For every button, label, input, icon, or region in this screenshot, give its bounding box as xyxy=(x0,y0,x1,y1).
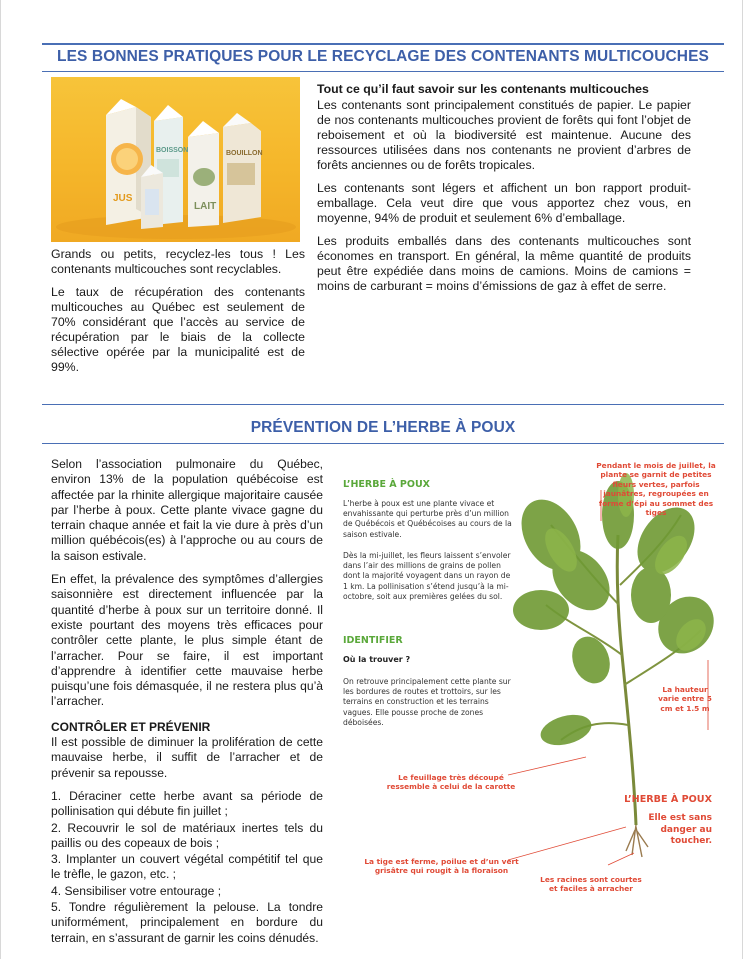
where-heading: Où la trouver ? xyxy=(343,655,411,664)
title-rule-bottom xyxy=(42,71,724,72)
prevention-list-item: 3. Implanter un couvert végétal compétitif tel que le trèfle, le gazon, etc. ; xyxy=(51,852,323,882)
carton-label-bouillon: BOUILLON xyxy=(226,150,263,157)
carton-label-jus: JUS xyxy=(113,193,133,204)
plant-name-label: L’HERBE À POUX xyxy=(624,794,712,805)
recycling-left-column xyxy=(51,247,305,383)
infographic-text-1: L’herbe à poux est une plante vivace et envahissante qui perturbe près d’un million de Québécois et Québécoises au cours de la saison estivale. xyxy=(343,499,512,539)
recycling-left-paragraph-2: Le taux de récupération des contenants multicouches au Québec est seulement de 70% considérant que l’accès au service de récupération par le biais de la collecte sélective opérée par la municipalité est de 99%. xyxy=(51,285,305,374)
carton-label-lait: LAIT xyxy=(194,201,217,212)
recycling-right-heading: Tout ce qu’il faut savoir sur les contenants multicouches xyxy=(317,82,649,96)
section-title-ragweed: PRÉVENTION DE L’HERBE À POUX xyxy=(250,419,516,436)
recycling-right-column xyxy=(317,82,691,302)
prevention-list-item: 5. Tondre régulièrement la pelouse. La tondre uniformément, principalement en bordure du terrain, en s’assurant de garnir les coins dénudés. xyxy=(51,900,323,945)
ragweed-paragraph-1: Selon l’association pulmonaire du Québec, environ 13% de la population québécoise est affectée par la rhinite allergique majoritaire causée par l’herbe à poux. Cette plante vivace gagne du terrain chaque année et fait la vie dure à près d’un million québécois(es) à l’approche ou au cours de la saison estivale. xyxy=(51,457,323,563)
ragweed-left-column xyxy=(51,457,323,947)
infographic-text-3: On retrouve principalement cette plante sur les bordures de routes et trottoirs, sur les terrains en construction et les terrains vagues. Elle pousse proche de zones déboisées. xyxy=(343,677,511,727)
stem-label: La tige est ferme, poilue et d’un vert grisâtre qui rougit à la floraison xyxy=(364,857,519,876)
height-label: La hauteur varie entre 5 cm et 1.5 m xyxy=(658,685,712,713)
recycling-right-paragraph-2: Les contenants sont légers et affichent un bon rapport produit-emballage. Cela veut dire que vous apportez chez vous, en moyenne, 94% de produit et seulement 6% d’emballage. xyxy=(317,181,691,225)
infographic-text-2: Dès la mi-juillet, les fleurs laissent s’envoler dans l’air des millions de grains de pollen dont la majorité voyagent dans un rayon de 1 km. La pollinisation s’étend jusqu’à la mi-octobre, soit aux premières gelées du sol. xyxy=(343,551,511,601)
page-edge xyxy=(0,0,1,959)
infographic-heading: L’HERBE À POUX xyxy=(343,479,431,490)
ragweed-infographic xyxy=(336,455,726,895)
prevention-list-item: 1. Déraciner cette herbe avant sa période de pollinisation qui débute fin juillet ; xyxy=(51,788,323,819)
flowers-label: Pendant le mois de juillet, la plante se garnit de petites fleurs vertes, parfois jaunâtres, regroupées en forme d’épi au sommet des tiges xyxy=(596,461,716,518)
section-title-recycling: LES BONNES PRATIQUES POUR LE RECYCLAGE DES CONTENANTS MULTICOUCHES xyxy=(57,48,709,65)
carton-label-boisson: BOISSON xyxy=(156,147,189,154)
recycling-right-paragraph-3: Les produits emballés dans des contenants multicouches sont économes en transport. En général, la même quantité de produits peut être expédiée dans moins de camions. Moins de camions = moins de carburant = moins d’émissions de gaz à effet de serre. xyxy=(317,234,691,293)
prevention-list-item: 2. Recouvrir le sol de matériaux inertes tels du paillis ou des copeaux de bois ; xyxy=(51,820,323,850)
leaves-label: Le feuillage très découpé ressemble à celui de la carotte xyxy=(386,773,516,792)
recycling-left-paragraph-1: Grands ou petits, recyclez-les tous ! Les contenants multicouches sont recyclables. xyxy=(51,247,305,276)
ragweed-paragraph-2: En effet, la prévalence des symptômes d’allergies saisonnière est directement influencée par la quantité d’herbe à poux sur un territoire donné. Il existe pourtant des moyens très efficaces pour contrôler cette plante, le plus simple étant de l’arracher. Pour se faire, il est important d’apprendre à identifier cette mauvaise herbe puisqu’une fois démasquée, il ne restera plus qu’à l’arracher. xyxy=(51,572,323,709)
identify-heading: IDENTIFIER xyxy=(343,635,403,646)
cartons-photo xyxy=(51,77,300,242)
cartons-illustration xyxy=(51,77,300,242)
recycling-right-paragraph-1: Les contenants sont principalement constitués de papier. Le papier de nos contenants multicouches provient de forêts qui font l’objet de reboisement et où la biodiversité est maintenue. Aucune des ressources utilisées dans nos contenants ne provient d’arbres de forêts anciennes ou de forêts tropicales. xyxy=(317,98,691,172)
prevention-list-item: 4. Sensibiliser votre entourage ; xyxy=(51,883,222,898)
control-subheading: CONTRÔLER ET PRÉVENIR xyxy=(51,719,211,734)
title-rule-bottom xyxy=(42,443,724,444)
section-divider xyxy=(42,404,724,405)
safe-to-touch-label: Elle est sans danger au toucher. xyxy=(648,813,712,846)
roots-label: Les racines sont courtes et faciles à arracher xyxy=(540,875,642,894)
title-rule-top xyxy=(42,43,724,45)
ragweed-paragraph-3: Il est possible de diminuer la prolifération de cette mauvaise herbe, il suffit de l’arracher et de prévenir sa repousse. xyxy=(51,735,323,780)
